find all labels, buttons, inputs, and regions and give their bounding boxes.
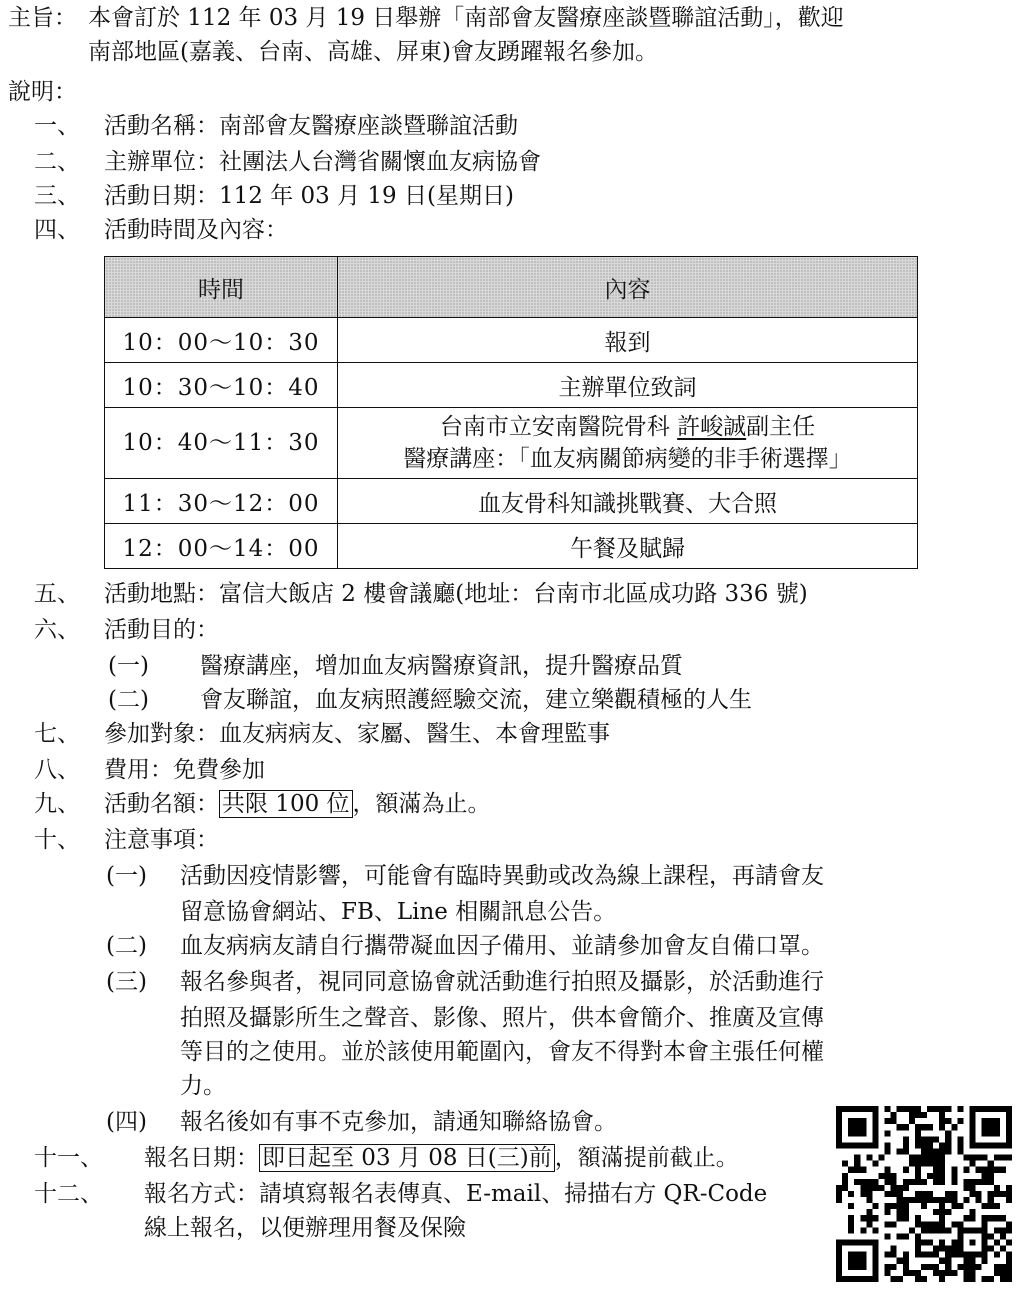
item-number: 十一、 — [34, 1145, 103, 1171]
item-registration-method-2: 線上報名，以便辦理用餐及保險 — [144, 1215, 466, 1241]
time-cell: 10：30～10：40 — [105, 363, 338, 408]
quota-label: 活動名額： — [104, 791, 219, 817]
note-text: 力。 — [180, 1073, 226, 1099]
content-cell — [338, 408, 918, 479]
item-location: 活動地點：富信大飯店 2 樓會議廳(地址：台南市北區成功路 336 號) — [104, 581, 808, 607]
table-row — [105, 318, 918, 363]
item-organizer: 主辦單位：社團法人台灣省關懷血友病協會 — [104, 149, 541, 175]
header-content: 內容 — [338, 257, 918, 318]
header-time: 時間 — [105, 257, 338, 318]
speaker-title: 副主任 — [746, 414, 816, 440]
qr-code-icon[interactable] — [836, 1106, 1012, 1282]
schedule-table — [104, 256, 918, 569]
item-notes-title: 注意事項： — [104, 827, 219, 853]
item-quota — [104, 788, 491, 820]
table-row — [105, 408, 918, 479]
table-row — [105, 479, 918, 524]
item-activity-name: 活動名稱：南部會友醫療座談暨聯誼活動 — [104, 113, 518, 139]
note-text: 報名後如有事不克參加，請通知聯絡協會。 — [180, 1109, 617, 1135]
item-number: 七、 — [34, 721, 80, 747]
time-cell: 10：40～11：30 — [105, 408, 338, 479]
note-text: 活動因疫情影響，可能會有臨時異動或改為線上課程，再請會友 — [180, 863, 824, 889]
item-number: 三、 — [34, 183, 80, 209]
lecture-topic: 醫療講座：「血友病關節病變的非手術選擇」 — [403, 446, 852, 472]
time-cell: 10：00～10：30 — [105, 318, 338, 363]
item-number: 四、 — [34, 217, 80, 243]
item-date: 活動日期：112 年 03 月 19 日(星期日) — [104, 183, 514, 209]
reg-date-value: 即日起至 03 月 08 日(三)前 — [259, 1144, 555, 1172]
purpose-text: 醫療講座，增加血友病醫療資訊，提升醫療品質 — [200, 653, 683, 679]
speaker-name: 許峻誠 — [677, 414, 747, 440]
note-number: (三) — [106, 969, 147, 995]
content-cell: 血友骨科知識挑戰賽、大合照 — [338, 479, 918, 524]
item-purpose-title: 活動目的： — [104, 617, 219, 643]
note-text: 留意協會網站、FB、Line 相關訊息公告。 — [180, 899, 617, 925]
table-row — [105, 524, 918, 569]
purpose-number: (一) — [108, 653, 149, 679]
item-number: 十、 — [34, 827, 80, 853]
item-number: 九、 — [34, 791, 80, 817]
speaker-line — [338, 411, 917, 443]
quota-value: 共限 100 位 — [219, 790, 353, 818]
content-cell: 報到 — [338, 318, 918, 363]
content-cell: 主辦單位致詞 — [338, 363, 918, 408]
time-cell: 11：30～12：00 — [105, 479, 338, 524]
item-fee: 費用：免費參加 — [104, 757, 265, 783]
item-registration-date — [144, 1142, 739, 1174]
reg-date-label: 報名日期： — [144, 1145, 259, 1171]
note-number: (一) — [106, 863, 147, 889]
item-number: 二、 — [34, 149, 80, 175]
note-text: 報名參與者，視同同意協會就活動進行拍照及攝影，於活動進行 — [180, 969, 824, 995]
note-number: (四) — [106, 1109, 147, 1135]
item-number: 八、 — [34, 757, 80, 783]
note-number: (二) — [106, 933, 147, 959]
item-number: 六、 — [34, 617, 80, 643]
note-text: 等目的之使用。並於該使用範圍內，會友不得對本會主張任何權 — [180, 1039, 824, 1065]
time-cell: 12：00～14：00 — [105, 524, 338, 569]
item-participants: 參加對象：血友病病友、家屬、醫生、本會理監事 — [104, 721, 610, 747]
reg-date-suffix: ，額滿提前截止。 — [554, 1145, 739, 1171]
item-number: 一、 — [34, 113, 80, 139]
subject-label: 主旨： — [8, 5, 77, 31]
item-schedule-title: 活動時間及內容： — [104, 217, 288, 243]
item-number: 五、 — [34, 581, 80, 607]
purpose-number: (二) — [108, 687, 149, 713]
item-registration-method: 報名方式：請填寫報名表傳真、E-mail、掃描右方 QR-Code — [144, 1181, 768, 1207]
speaker-affiliation: 台南市立安南醫院骨科 — [439, 414, 678, 440]
subject-line-2: 南部地區(嘉義、台南、高雄、屏東)會友踴躍報名參加。 — [88, 39, 658, 65]
table-header-row — [105, 257, 918, 318]
content-cell: 午餐及賦歸 — [338, 524, 918, 569]
note-text: 拍照及攝影所生之聲音、影像、照片，供本會簡介、推廣及宣傳 — [180, 1005, 824, 1031]
item-number: 十二、 — [34, 1181, 103, 1207]
note-text: 血友病病友請自行攜帶凝血因子備用、並請參加會友自備口罩。 — [180, 933, 824, 959]
quota-suffix: ，額滿為止。 — [352, 791, 491, 817]
subject-line-1: 本會訂於 112 年 03 月 19 日舉辦「南部會友醫療座談暨聯誼活動」，歡迎 — [88, 5, 844, 31]
explanation-label: 說明： — [8, 79, 77, 105]
purpose-text: 會友聯誼，血友病照護經驗交流，建立樂觀積極的人生 — [200, 687, 752, 713]
table-row — [105, 363, 918, 408]
